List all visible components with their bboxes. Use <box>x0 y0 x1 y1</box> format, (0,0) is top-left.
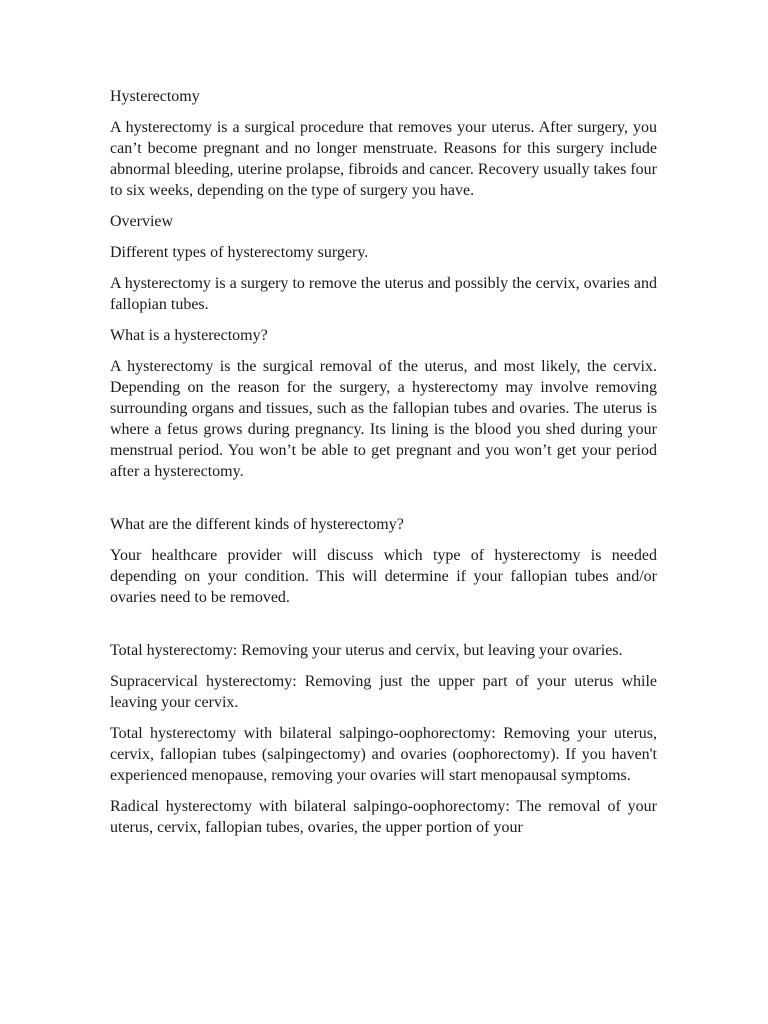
kinds-paragraph: Your healthcare provider will discuss which type of hysterectomy is needed depending on your condition. This will determine if your fallopian tubes and/or ovaries need to be removed. <box>110 547 657 606</box>
type-radical-bso: Radical hysterectomy with bilateral salpingo-oophorectomy: The removal of your uterus, cervix, fallopian tubes, ovaries, the upper portion of your <box>110 798 657 836</box>
type-supracervical: Supracervical hysterectomy: Removing just the upper part of your uterus while leaving your cervix. <box>110 673 657 711</box>
overview-paragraph: A hysterectomy is a surgery to remove the uterus and possibly the cervix, ovaries and fallopian tubes. <box>110 275 657 313</box>
what-is-paragraph: A hysterectomy is the surgical removal of the uterus, and most likely, the cervix. Depending on the reason for the surgery, a hysterectomy may involve removing surrounding organs and tissues, such as the fallopian tubes and ovaries. The uterus is where a fetus grows during pregnancy. Its lining is the blood you shed during your menstrual period. You won’t be able to get pregnant and you won’t get your period after a hysterectomy. <box>110 358 657 480</box>
overview-heading: Overview <box>110 213 174 230</box>
kinds-heading: What are the different kinds of hysterectomy? <box>110 516 404 533</box>
overview-caption: Different types of hysterectomy surgery. <box>110 244 369 261</box>
intro-paragraph: A hysterectomy is a surgical procedure that removes your uterus. After surgery, you can’t become pregnant and no longer menstruate. Reasons for this surgery include abnormal bleeding, uterine prolapse, fibroids and cancer. Recovery usually takes four to six weeks, depending on the type of surgery you have. <box>110 119 657 199</box>
what-is-heading: What is a hysterectomy? <box>110 327 268 344</box>
type-total-bso: Total hysterectomy with bilateral salpingo-oophorectomy: Removing your uterus, cervix, fallopian tubes (salpingectomy) and ovaries (oophorectomy). If you haven't experienced menopause, removing your ovaries will start menopausal symptoms. <box>110 725 657 784</box>
document-title: Hysterectomy <box>110 88 200 105</box>
document-page <box>110 86 657 848</box>
type-total: Total hysterectomy: Removing your uterus and cervix, but leaving your ovaries. <box>110 642 623 659</box>
